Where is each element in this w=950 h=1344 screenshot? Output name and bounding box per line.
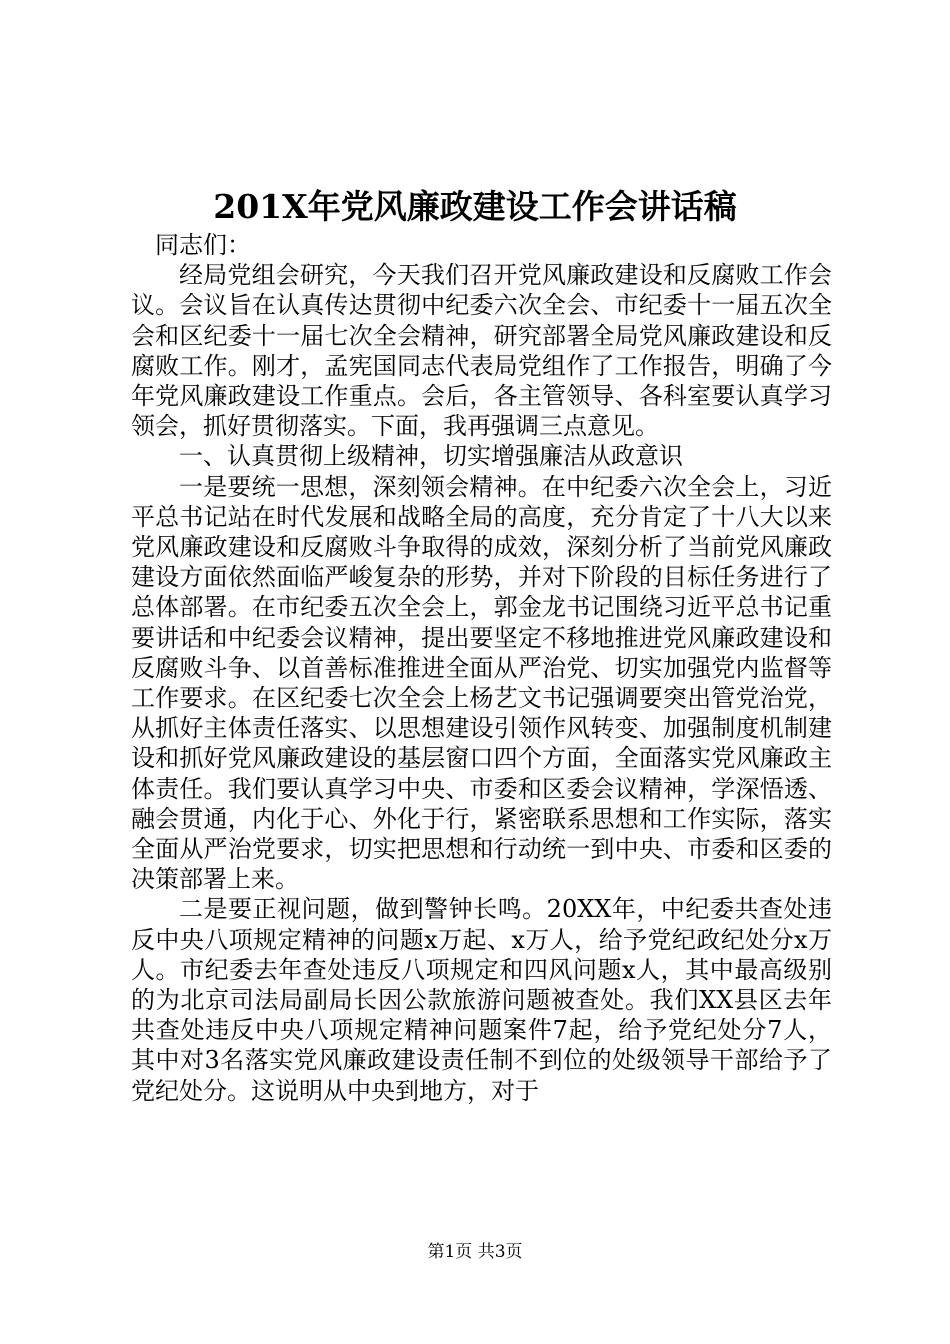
- section-heading-1: 一、认真贯彻上级精神，切实增强廉洁从政意识: [179, 442, 683, 471]
- document-title: 201X年党风廉政建设工作会讲话稿: [213, 187, 737, 226]
- salutation: 同志们：: [155, 231, 251, 259]
- paragraph-point-1: 一是要统一思想，深刻领会精神。在中纪委六次全会上，习近平总书记站在时代发展和战略全局的高度，充分肯定了十八大以来党风廉政建设和反腐败斗争取得的成效，深刻分析了当前党风廉政建设方面依然面临严峻复杂的形势，并对下阶段的目标任务进行了总体部署。在市纪委五次全会上，郭金龙书记围绕习近平总书记重要讲话和中纪委会议精神，提出要坚定不移地推进党风廉政建设和反腐败斗争、以首善标准推进全面从严治党、切实加强党内监督等工作要求。在区纪委七次全会上杨艺文书记强调要突出管党治党，从抓好主体责任落实、以思想建设引领作风转变、加强制度机制建设和抓好党风廉政建设的基层窗口四个方面，全面落实党风廉政主体责任。我们要认真学习中央、市委和区委会议精神，学深悟透、融会贯通，内化于心、外化于行，紧密联系思想和工作实际，落实全面从严治党要求，切实把思想和行动统一到中央、市委和区委的决策部署上来。: [131, 472, 832, 894]
- document-body: [131, 230, 832, 1106]
- paragraph-point-2: 二是要正视问题，做到警钟长鸣。20XX年，中纪委共查处违反中央八项规定精神的问题x万起、x万人，给予党纪政纪处分x万人。市纪委去年查处违反八项规定和四风问题x人，其中最高级别的为北京司法局副局长因公款旅游问题被查处。我们XX县区去年共查处违反中央八项规定精神问题案件7起，给予党纪处分7人，其中对3名落实党风廉政建设责任制不到位的处级领导干部给予了党纪处分。这说明从中央到地方，对于: [131, 895, 832, 1105]
- paragraph-intro: 经局党组会研究，今天我们召开党风廉政建设和反腐败工作会议。会议旨在认真传达贯彻中纪委六次全会、市纪委十一届五次全会和区纪委十一届七次全会精神，研究部署全局党风廉政建设和反腐败工作。刚才，孟宪国同志代表局党组作了工作报告，明确了今年党风廉政建设工作重点。会后，各主管领导、各科室要认真学习领会，抓好贯彻落实。下面，我再强调三点意见。: [131, 261, 832, 441]
- page-footer: 第1页 共3页: [427, 1242, 523, 1262]
